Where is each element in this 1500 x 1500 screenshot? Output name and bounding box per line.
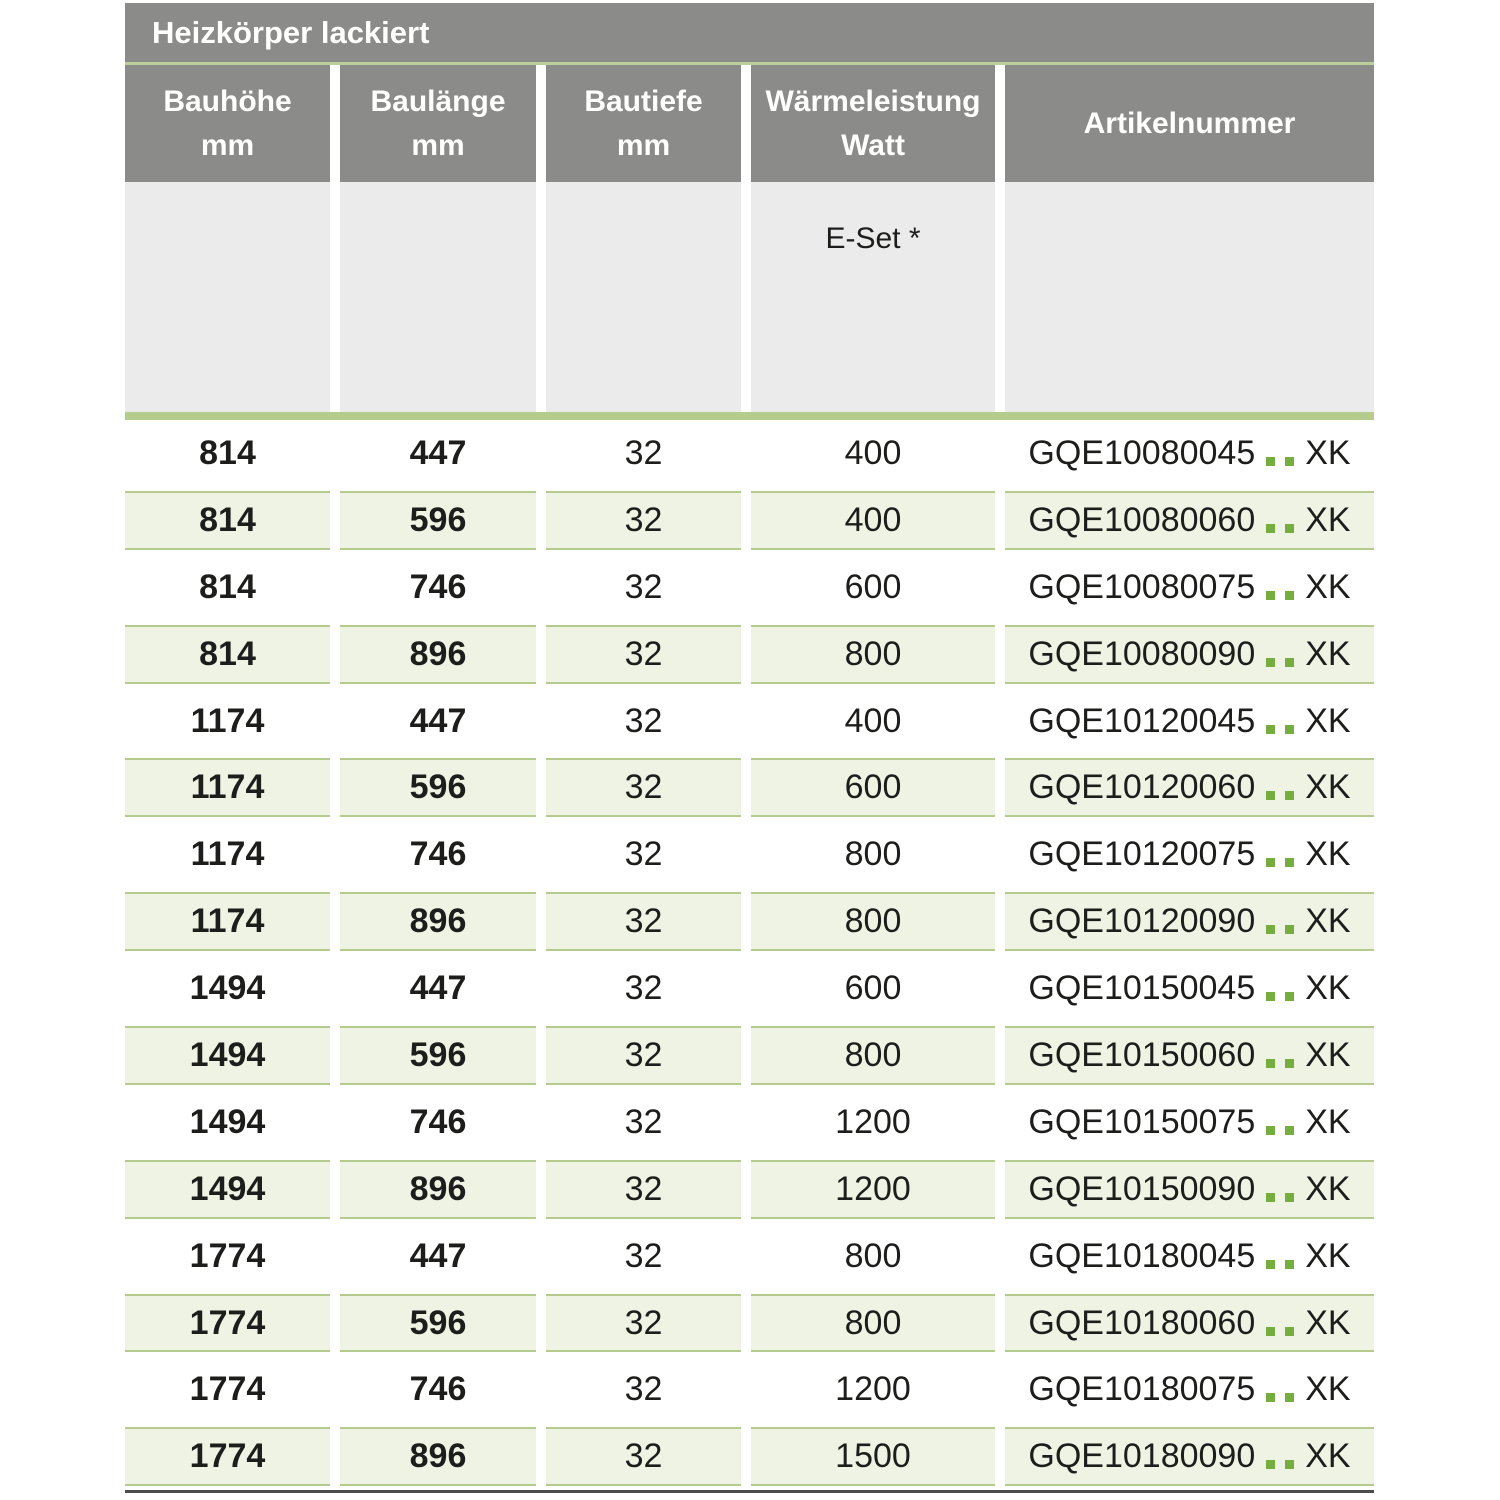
cell-bautiefe: 32 xyxy=(546,892,741,951)
cell-baulaenge: 896 xyxy=(340,1160,536,1219)
cell-artikelnummer xyxy=(1005,1160,1374,1219)
placeholder-dot xyxy=(1285,925,1294,934)
placeholder-dot xyxy=(1285,591,1294,600)
cell-baulaenge: 746 xyxy=(409,1102,467,1141)
cell-artikelnummer xyxy=(1005,1223,1374,1290)
artikel-placeholder-dots xyxy=(1266,1059,1294,1068)
table-row xyxy=(125,1223,1374,1290)
table-title-bar xyxy=(125,3,1374,62)
cell-watt: 800 xyxy=(844,835,902,874)
cell-bauhoehe: 1174 xyxy=(190,835,265,874)
artikel-suffix: XK xyxy=(1305,634,1351,673)
artikel-prefix: GQE10180075 xyxy=(1028,1370,1256,1409)
column-header-baulaenge xyxy=(340,65,536,182)
cell-bauhoehe: 1774 xyxy=(125,1427,330,1486)
cell-bauhoehe: 1774 xyxy=(189,1370,266,1409)
subheader-cell-artikelnummer xyxy=(1005,182,1374,412)
cell-baulaenge: 596 xyxy=(340,1026,536,1085)
cell-bauhoehe: 1494 xyxy=(125,1026,330,1085)
placeholder-dot xyxy=(1266,992,1275,1001)
artikel-placeholder-dots xyxy=(1266,524,1294,533)
table-row xyxy=(125,1089,1374,1156)
table-row xyxy=(125,1160,1374,1219)
cell-bauhoehe: 1174 xyxy=(125,758,330,817)
placeholder-dot xyxy=(1266,1260,1275,1269)
cell-bautiefe: 32 xyxy=(624,567,663,606)
placeholder-dot xyxy=(1285,1059,1294,1068)
cell-artikelnummer xyxy=(1005,491,1374,550)
table-title: Heizkörper lackiert xyxy=(152,14,430,50)
cell-watt: 1500 xyxy=(751,1427,995,1486)
cell-baulaenge: 596 xyxy=(340,758,536,817)
column-header-bauhoehe xyxy=(125,65,330,182)
table-row xyxy=(125,758,1374,817)
placeholder-dot xyxy=(1266,1126,1275,1135)
cell-baulaenge: 746 xyxy=(409,567,467,606)
placeholder-dot xyxy=(1285,791,1294,800)
cell-bauhoehe: 1494 xyxy=(189,1102,266,1141)
artikel-suffix: XK xyxy=(1305,768,1351,807)
artikel-placeholder-dots xyxy=(1266,925,1294,934)
placeholder-dot xyxy=(1285,1193,1294,1202)
artikel-prefix: GQE10080045 xyxy=(1028,433,1256,472)
cell-bautiefe: 32 xyxy=(624,1102,663,1141)
placeholder-dot xyxy=(1266,457,1275,466)
header-label-line1: Artikelnummer xyxy=(1083,106,1296,140)
table-row xyxy=(125,1427,1374,1486)
artikel-prefix: GQE10150045 xyxy=(1028,969,1256,1008)
cell-bautiefe: 32 xyxy=(546,758,741,817)
cell-bautiefe: 32 xyxy=(624,701,663,740)
column-header-bautiefe xyxy=(546,65,741,182)
placeholder-dot xyxy=(1285,1327,1294,1336)
artikel-prefix: GQE10120045 xyxy=(1028,701,1256,740)
table-row xyxy=(125,420,1374,487)
header-label-line2: Watt xyxy=(841,128,905,162)
cell-bautiefe: 32 xyxy=(546,491,741,550)
artikel-prefix: GQE10120060 xyxy=(1028,768,1256,807)
table-row xyxy=(125,1356,1374,1423)
cell-baulaenge: 447 xyxy=(409,433,467,472)
header-label-line1: Bautiefe xyxy=(584,85,703,118)
artikel-suffix: XK xyxy=(1305,701,1351,740)
cell-artikelnummer xyxy=(1005,625,1374,684)
cell-watt: 600 xyxy=(751,758,995,817)
cell-bauhoehe: 814 xyxy=(199,567,256,606)
artikel-placeholder-dots xyxy=(1266,992,1294,1001)
cell-baulaenge: 447 xyxy=(409,701,467,740)
artikel-prefix: GQE10150060 xyxy=(1028,1035,1256,1074)
artikel-placeholder-dots xyxy=(1266,1126,1294,1135)
placeholder-dot xyxy=(1266,791,1275,800)
artikel-placeholder-dots xyxy=(1266,658,1294,667)
cell-artikelnummer xyxy=(1005,554,1374,621)
header-label-line2: mm xyxy=(411,128,465,162)
cell-watt: 400 xyxy=(751,491,995,550)
subheader-cell-baulaenge xyxy=(340,182,536,412)
cell-watt: 1200 xyxy=(835,1370,911,1409)
artikel-suffix: XK xyxy=(1305,1437,1351,1476)
cell-artikelnummer xyxy=(1005,1089,1374,1156)
artikel-placeholder-dots xyxy=(1266,457,1294,466)
placeholder-dot xyxy=(1285,658,1294,667)
cell-bautiefe: 32 xyxy=(546,1294,741,1353)
placeholder-dot xyxy=(1285,1460,1294,1469)
cell-artikelnummer xyxy=(1005,1026,1374,1085)
cell-watt: 600 xyxy=(844,567,902,606)
cell-bautiefe: 32 xyxy=(546,1160,741,1219)
artikel-prefix: GQE10120075 xyxy=(1028,835,1256,874)
placeholder-dot xyxy=(1266,725,1275,734)
placeholder-dot xyxy=(1266,658,1275,667)
artikel-prefix: GQE10080075 xyxy=(1028,567,1256,606)
artikel-prefix: GQE10150090 xyxy=(1028,1169,1256,1208)
cell-artikelnummer xyxy=(1005,758,1374,817)
placeholder-dot xyxy=(1266,591,1275,600)
cell-watt: 400 xyxy=(844,433,902,472)
placeholder-dot xyxy=(1266,858,1275,867)
subheader-cell-bautiefe xyxy=(546,182,741,412)
header-row xyxy=(125,65,1374,182)
artikel-placeholder-dots xyxy=(1266,858,1294,867)
table-bottom-line xyxy=(125,1490,1374,1493)
table-row xyxy=(125,1026,1374,1085)
cell-artikelnummer xyxy=(1005,1356,1374,1423)
placeholder-dot xyxy=(1285,992,1294,1001)
cell-artikelnummer xyxy=(1005,955,1374,1022)
subheader-cell-waermeleistung xyxy=(751,182,995,412)
header-label-line2: mm xyxy=(200,128,255,162)
cell-watt: 1200 xyxy=(751,1160,995,1219)
placeholder-dot xyxy=(1285,457,1294,466)
artikel-placeholder-dots xyxy=(1266,1460,1294,1469)
cell-watt: 800 xyxy=(844,1236,902,1275)
artikel-placeholder-dots xyxy=(1266,725,1294,734)
header-label-line2: mm xyxy=(616,128,671,162)
cell-bauhoehe: 1174 xyxy=(125,892,330,951)
cell-watt: 800 xyxy=(751,1294,995,1353)
cell-bautiefe: 32 xyxy=(546,1026,741,1085)
table-row xyxy=(125,1294,1374,1353)
artikel-suffix: XK xyxy=(1305,902,1351,941)
cell-artikelnummer xyxy=(1005,420,1374,487)
placeholder-dot xyxy=(1266,1393,1275,1402)
artikel-suffix: XK xyxy=(1305,1035,1351,1074)
cell-bautiefe: 32 xyxy=(624,969,663,1008)
cell-bauhoehe: 814 xyxy=(125,491,330,550)
artikel-placeholder-dots xyxy=(1266,1393,1294,1402)
artikel-suffix: XK xyxy=(1305,1236,1351,1275)
e-set-label: E-Set * xyxy=(825,222,921,255)
table-row xyxy=(125,491,1374,550)
cell-watt: 1200 xyxy=(835,1102,911,1141)
cell-bauhoehe: 1174 xyxy=(190,701,265,740)
artikel-suffix: XK xyxy=(1305,433,1351,472)
cell-bautiefe: 32 xyxy=(624,1236,663,1275)
placeholder-dot xyxy=(1266,1059,1275,1068)
cell-watt: 600 xyxy=(844,969,902,1008)
placeholder-dot xyxy=(1285,725,1294,734)
placeholder-dot xyxy=(1285,1260,1294,1269)
placeholder-dot xyxy=(1285,1393,1294,1402)
cell-bauhoehe: 1774 xyxy=(125,1294,330,1353)
table-row xyxy=(125,554,1374,621)
placeholder-dot xyxy=(1266,524,1275,533)
artikel-suffix: XK xyxy=(1305,1370,1351,1409)
table-row xyxy=(125,892,1374,951)
artikel-suffix: XK xyxy=(1305,835,1351,874)
artikel-prefix: GQE10180045 xyxy=(1028,1236,1256,1275)
cell-baulaenge: 896 xyxy=(340,892,536,951)
cell-artikelnummer xyxy=(1005,1294,1374,1353)
artikel-suffix: XK xyxy=(1305,567,1351,606)
cell-bauhoehe: 814 xyxy=(125,625,330,684)
artikel-prefix: GQE10080090 xyxy=(1028,634,1256,673)
cell-watt: 400 xyxy=(844,701,902,740)
subheader-row xyxy=(125,182,1374,412)
artikel-placeholder-dots xyxy=(1266,1327,1294,1336)
cell-watt: 800 xyxy=(751,625,995,684)
cell-baulaenge: 447 xyxy=(409,969,467,1008)
cell-artikelnummer xyxy=(1005,1427,1374,1486)
header-label-line1: Baulänge xyxy=(370,85,506,118)
header-body-separator xyxy=(125,412,1374,420)
cell-artikelnummer xyxy=(1005,821,1374,888)
cell-bautiefe: 32 xyxy=(624,1370,663,1409)
cell-bauhoehe: 1494 xyxy=(189,969,266,1008)
placeholder-dot xyxy=(1266,1327,1275,1336)
cell-artikelnummer xyxy=(1005,688,1374,755)
cell-baulaenge: 746 xyxy=(409,835,467,874)
product-spec-table xyxy=(125,3,1374,1493)
table-row xyxy=(125,688,1374,755)
cell-baulaenge: 596 xyxy=(340,1294,536,1353)
cell-bauhoehe: 1774 xyxy=(189,1236,266,1275)
artikel-prefix: GQE10120090 xyxy=(1028,902,1256,941)
table-row xyxy=(125,821,1374,888)
placeholder-dot xyxy=(1285,1126,1294,1135)
placeholder-dot xyxy=(1266,1193,1275,1202)
cell-bautiefe: 32 xyxy=(546,625,741,684)
subheader-cell-bauhoehe xyxy=(125,182,330,412)
cell-watt: 800 xyxy=(751,1026,995,1085)
cell-bauhoehe: 814 xyxy=(199,433,256,472)
artikel-suffix: XK xyxy=(1305,500,1351,539)
placeholder-dot xyxy=(1285,858,1294,867)
column-header-artikelnummer xyxy=(1005,65,1374,182)
cell-baulaenge: 596 xyxy=(340,491,536,550)
placeholder-dot xyxy=(1266,1460,1275,1469)
artikel-prefix: GQE10150075 xyxy=(1028,1102,1256,1141)
cell-bautiefe: 32 xyxy=(624,835,663,874)
cell-baulaenge: 746 xyxy=(409,1370,467,1409)
cell-bautiefe: 32 xyxy=(624,433,663,472)
cell-bauhoehe: 1494 xyxy=(125,1160,330,1219)
artikel-suffix: XK xyxy=(1305,1303,1351,1342)
header-label-line1: Bauhöhe xyxy=(163,85,292,118)
artikel-prefix: GQE10180090 xyxy=(1028,1437,1256,1476)
cell-baulaenge: 447 xyxy=(409,1236,467,1275)
artikel-placeholder-dots xyxy=(1266,591,1294,600)
placeholder-dot xyxy=(1266,925,1275,934)
cell-baulaenge: 896 xyxy=(340,1427,536,1486)
header-label-line1: Wärmeleistung xyxy=(765,85,981,118)
artikel-placeholder-dots xyxy=(1266,791,1294,800)
artikel-suffix: XK xyxy=(1305,969,1351,1008)
cell-bautiefe: 32 xyxy=(546,1427,741,1486)
cell-watt: 800 xyxy=(751,892,995,951)
cell-artikelnummer xyxy=(1005,892,1374,951)
placeholder-dot xyxy=(1285,524,1294,533)
artikel-placeholder-dots xyxy=(1266,1193,1294,1202)
table-row xyxy=(125,955,1374,1022)
table-body xyxy=(125,420,1374,1486)
artikel-suffix: XK xyxy=(1305,1102,1351,1141)
artikel-placeholder-dots xyxy=(1266,1260,1294,1269)
artikel-suffix: XK xyxy=(1305,1169,1351,1208)
cell-baulaenge: 896 xyxy=(340,625,536,684)
column-header-waermeleistung xyxy=(751,65,995,182)
artikel-prefix: GQE10080060 xyxy=(1028,500,1256,539)
table-row xyxy=(125,625,1374,684)
artikel-prefix: GQE10180060 xyxy=(1028,1303,1256,1342)
